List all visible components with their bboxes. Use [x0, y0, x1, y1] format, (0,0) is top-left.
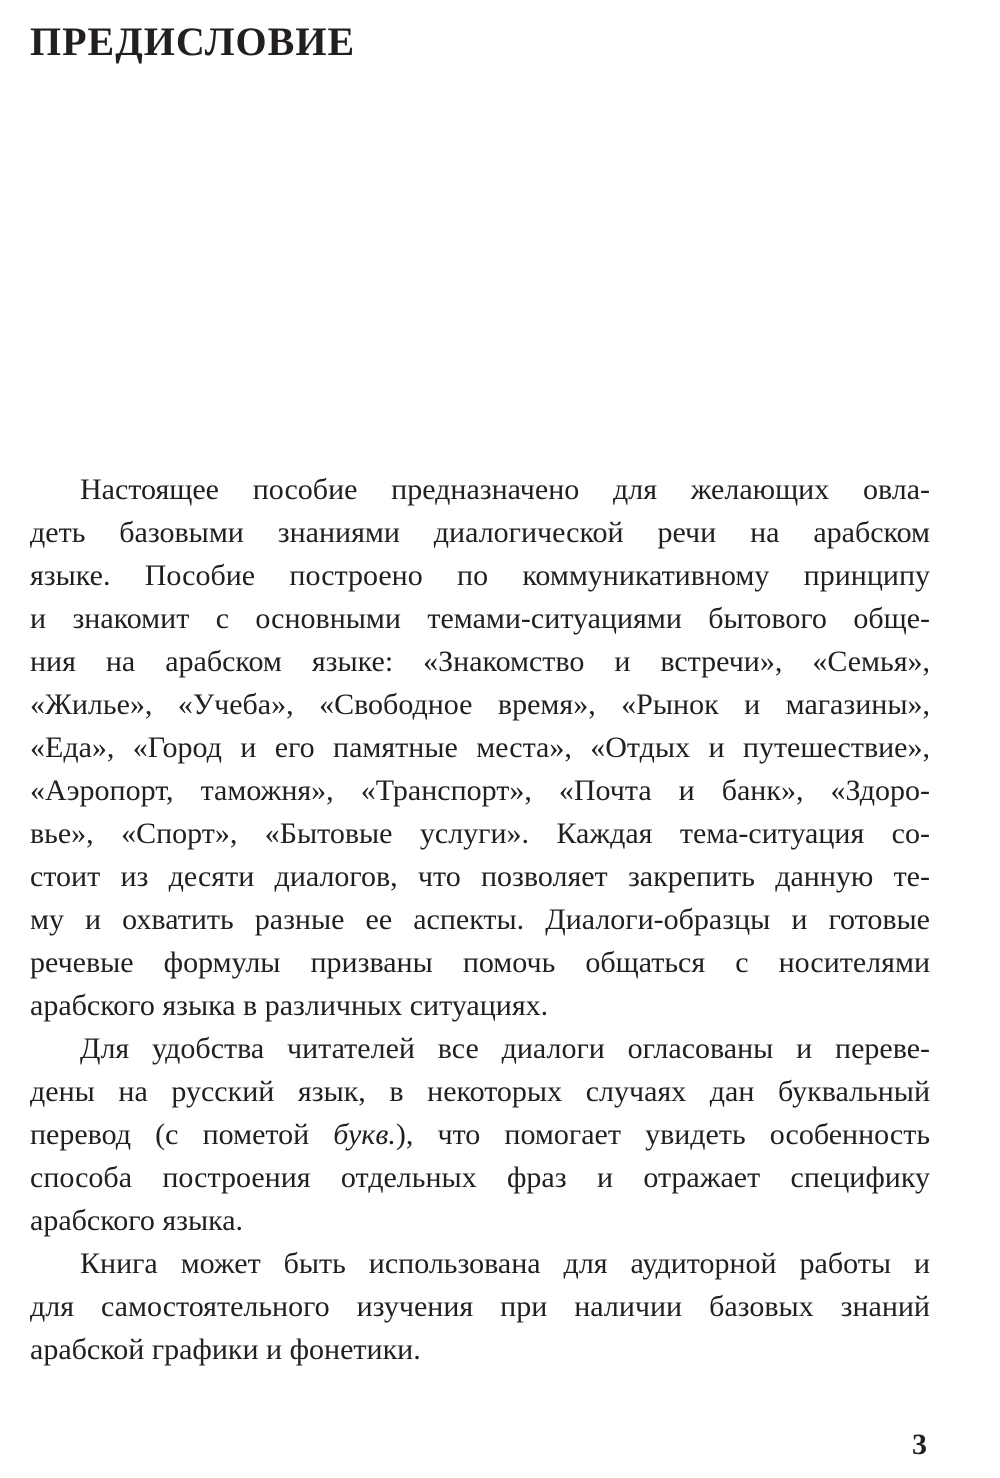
text-line: «Аэропорт, таможня», «Транспорт», «Почта и банк», «Здоро-: [30, 774, 930, 807]
text-line: способа построения отдельных фраз и отражает специфику: [30, 1161, 930, 1194]
text-line: арабского языка в различных ситуациях.: [30, 989, 549, 1022]
text-segment: перевод (с пометой: [30, 1118, 334, 1151]
text-line: арабской графики и фонетики.: [30, 1333, 421, 1366]
text-line: для самостоятельного изучения при наличии базовых знаний: [30, 1290, 930, 1323]
page-number: 3: [912, 1428, 927, 1461]
text-segment: ), что помогает увидеть особенность: [395, 1118, 931, 1151]
text-line: «Еда», «Город и его памятные места», «Отдых и путешествие»,: [30, 731, 930, 764]
text-line: и знакомит с основными темами-ситуациями бытового обще-: [30, 602, 930, 635]
text-line: ния на арабском языке: «Знакомство и встречи», «Семья»,: [30, 645, 930, 678]
text-line: Книга может быть использована для аудиторной работы и: [80, 1247, 930, 1280]
text-line: Настоящее пособие предназначено для желающих овла-: [80, 473, 930, 506]
text-line: вье», «Спорт», «Бытовые услуги». Каждая тема-ситуация со-: [30, 817, 930, 850]
text-line: речевые формулы призваны помочь общаться с носителями: [30, 946, 930, 979]
text-line: арабского языка.: [30, 1204, 244, 1237]
text-line: стоит из десяти диалогов, что позволяет закрепить данную те-: [30, 860, 930, 893]
page-title: ПРЕДИСЛОВИЕ: [30, 19, 356, 64]
text-line: языке. Пособие построено по коммуникативному принципу: [30, 559, 930, 592]
text-line: Для удобства читателей все диалоги огласованы и переве-: [80, 1032, 930, 1065]
text-line: [30, 1113, 930, 1156]
preface-text: [30, 468, 930, 1371]
text-line: дены на русский язык, в некоторых случаях дан буквальный: [30, 1075, 930, 1108]
italic-abbreviation: букв.: [333, 1118, 396, 1151]
text-line: му и охватить разные ее аспекты. Диалоги-образцы и готовые: [30, 903, 930, 936]
text-line: «Жилье», «Учеба», «Свободное время», «Рынок и магазины»,: [30, 688, 930, 721]
text-line: деть базовыми знаниями диалогической речи на арабском: [30, 516, 930, 549]
